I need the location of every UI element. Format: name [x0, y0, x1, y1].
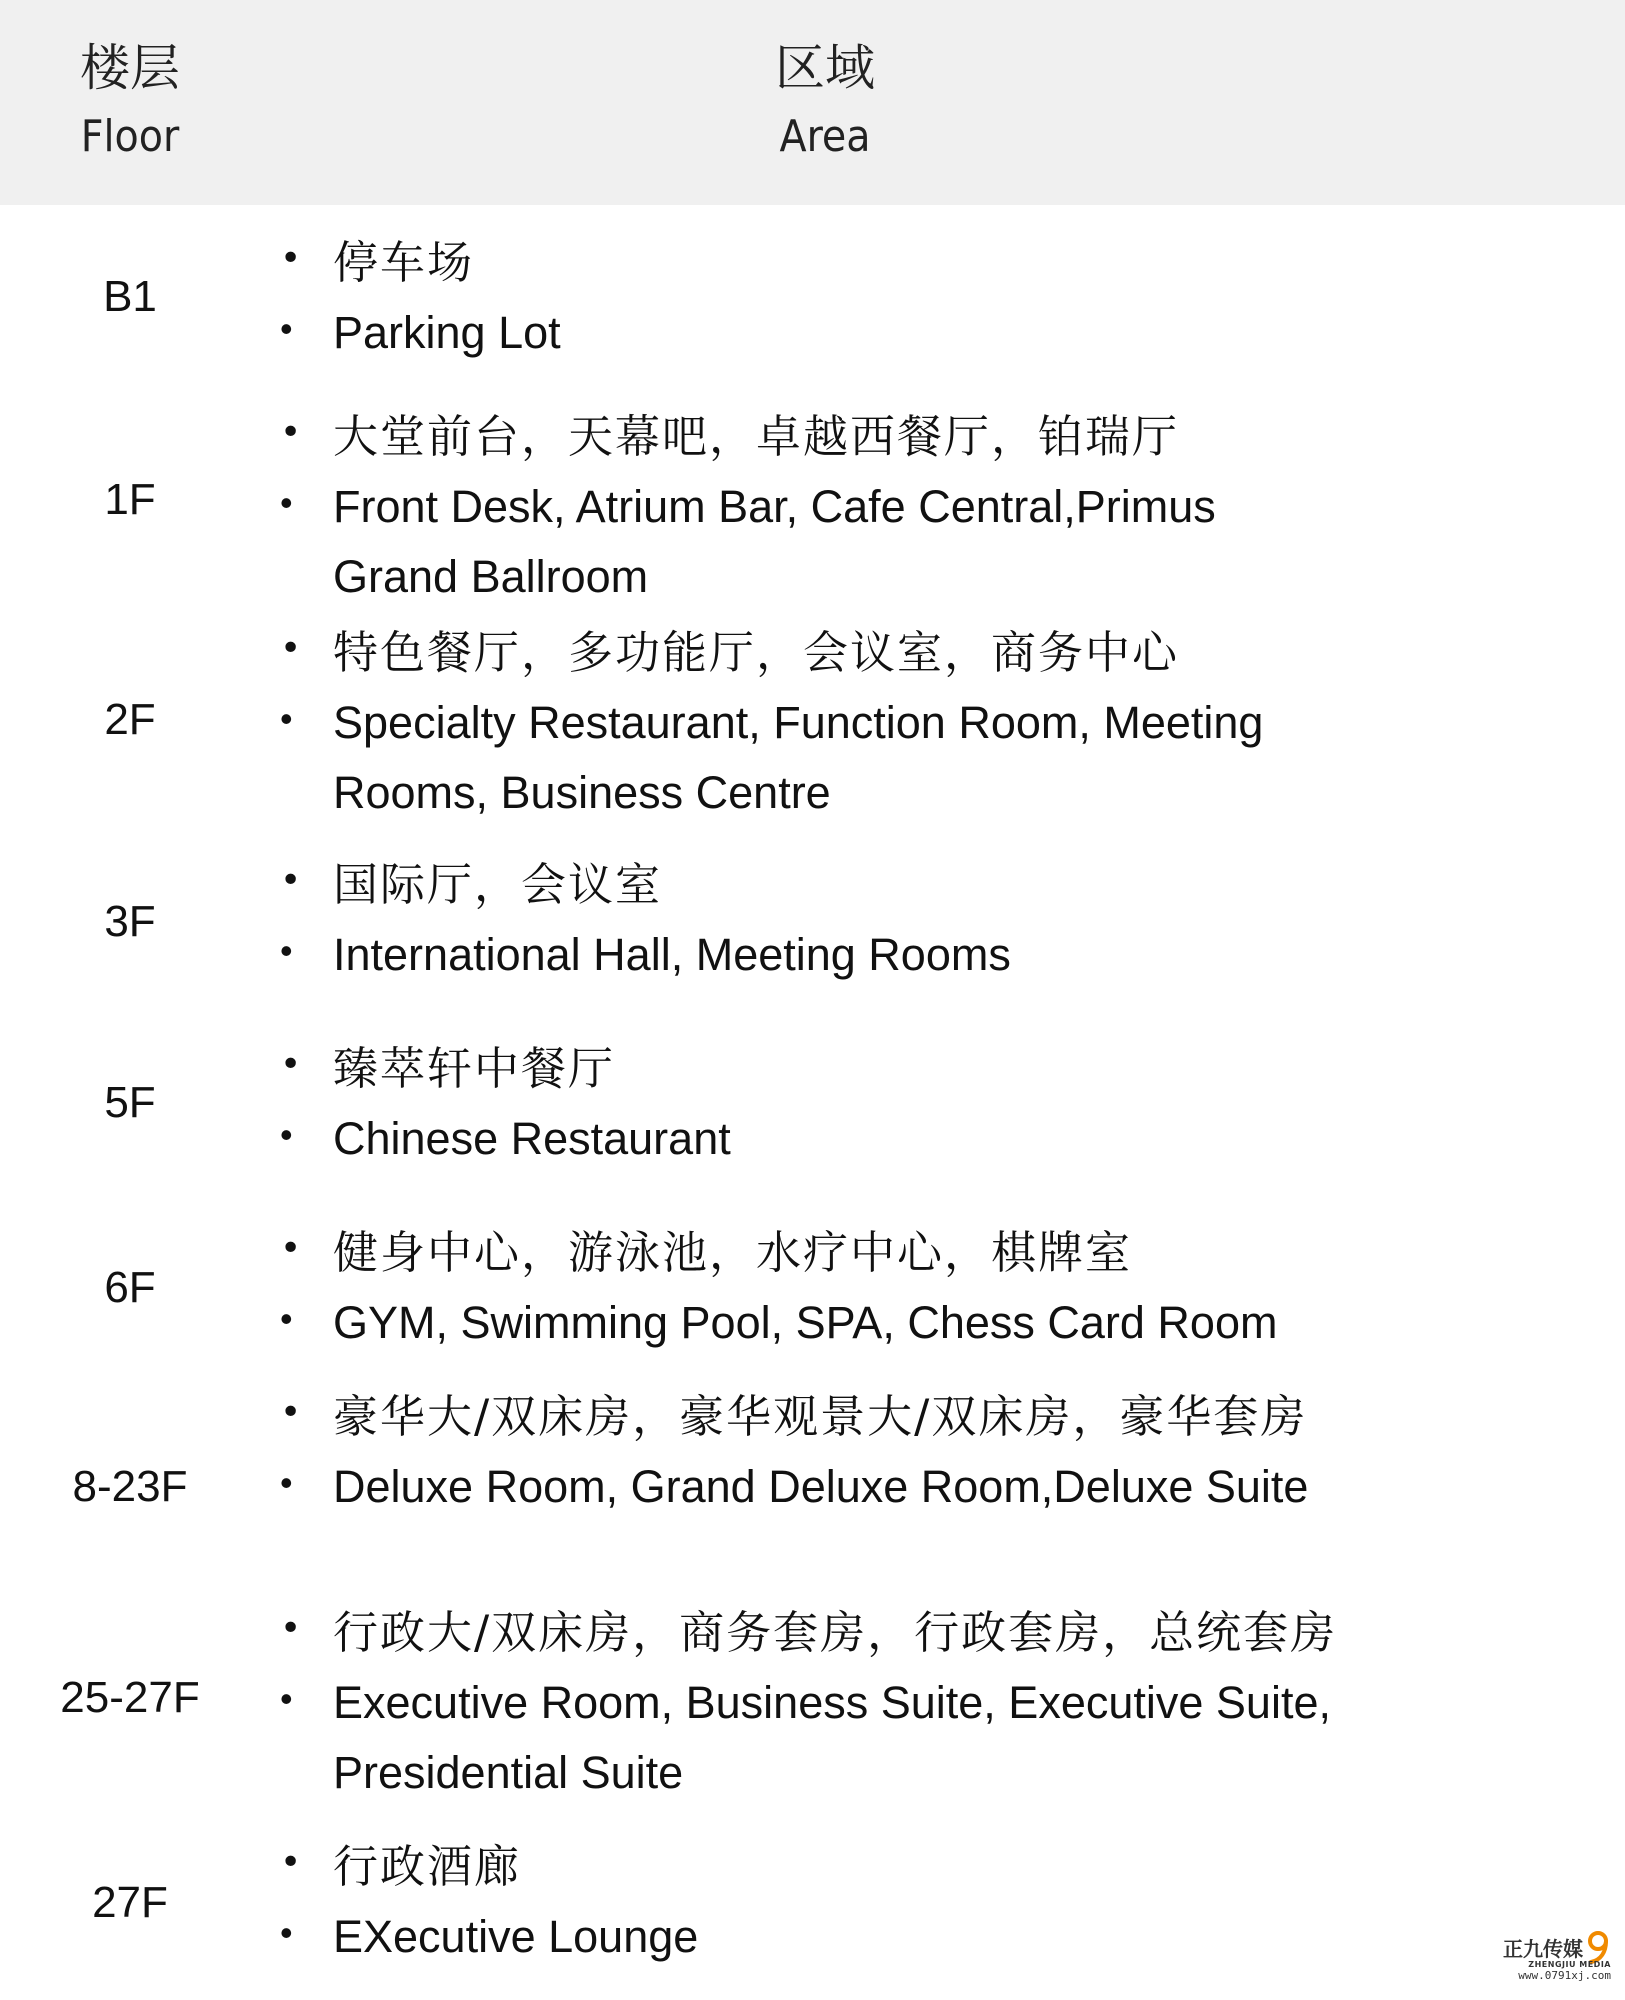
area-item-zh: • 特色餐厅，多功能厅，会议室，商务中心: [275, 618, 1455, 688]
area-item-zh: • 国际厅，会议室: [275, 850, 1455, 920]
area-item-en: • Chinese Restaurant: [275, 1104, 1455, 1174]
area-list-6f: [275, 1218, 1455, 1358]
floor-header-en: Floor: [80, 110, 180, 162]
area-item-zh: • 大堂前台，天幕吧，卓越西餐厅，铂瑞厅: [275, 402, 1455, 472]
floor-label-2f: 2F: [104, 695, 156, 744]
area-list-8-23f: [275, 1382, 1455, 1522]
floor-header-zh: 楼层: [80, 39, 180, 97]
area-list-2f: [275, 618, 1455, 828]
area-item-en: • Deluxe Room, Grand Deluxe Room,Deluxe Suite: [275, 1452, 1333, 1522]
area-item-en: • Specialty Restaurant, Function Room, Meeting Rooms, Business Centre: [275, 688, 1393, 828]
area-item-en: • Executive Room, Business Suite, Executive Suite, Presidential Suite: [275, 1668, 1493, 1808]
area-item-zh: • 健身中心，游泳池，水疗中心，棋牌室: [275, 1218, 1455, 1288]
floor-label-6f: 6F: [104, 1263, 156, 1312]
area-item-zh: • 行政酒廊: [275, 1832, 1455, 1902]
area-item-zh: • 停车场: [275, 228, 1455, 298]
area-list-3f: [275, 850, 1455, 990]
table-header: [0, 0, 1625, 205]
area-list-1f: [275, 402, 1455, 612]
area-list-5f: [275, 1034, 1455, 1174]
area-item-en: • Parking Lot: [275, 298, 1455, 368]
floor-label-25-27f: 25-27F: [60, 1673, 200, 1722]
area-header-en: Area: [779, 110, 871, 162]
nine-logo-icon: [1585, 1930, 1611, 1964]
area-item-en: • International Hall, Meeting Rooms: [275, 920, 1455, 990]
floor-label-1f: 1F: [104, 475, 156, 524]
area-item-en: • EXecutive Lounge: [275, 1902, 1455, 1972]
watermark: [1489, 1930, 1611, 1992]
floor-label-8-23f: 8-23F: [72, 1462, 188, 1511]
area-item-zh: • 行政大/双床房，商务套房，行政套房，总统套房: [275, 1598, 1455, 1668]
area-list-b1: [275, 228, 1455, 368]
area-list-27f: [275, 1832, 1455, 1972]
floor-label-27f: 27F: [92, 1878, 168, 1927]
watermark-subtitle: ZHENGJIU MEDIA: [1528, 1960, 1611, 1969]
area-item-en: • GYM, Swimming Pool, SPA, Chess Card Room: [275, 1288, 1455, 1358]
watermark-brand: 正九传媒: [1503, 1936, 1583, 1961]
watermark-url: www.0791xj.com: [1518, 1969, 1611, 1982]
floor-label-3f: 3F: [104, 897, 156, 946]
floor-label-5f: 5F: [104, 1078, 156, 1127]
area-list-25-27f: [275, 1598, 1455, 1808]
floor-column-header: [40, 40, 220, 162]
area-item-en: • Front Desk, Atrium Bar, Cafe Central,Primus Grand Ballroom: [275, 472, 1333, 612]
area-column-header: [640, 40, 1010, 162]
area-header-zh: 区域: [775, 39, 875, 97]
area-item-zh: • 豪华大/双床房，豪华观景大/双床房，豪华套房: [275, 1382, 1455, 1452]
floor-label-b1: B1: [103, 272, 157, 321]
area-item-zh: • 臻萃轩中餐厅: [275, 1034, 1455, 1104]
